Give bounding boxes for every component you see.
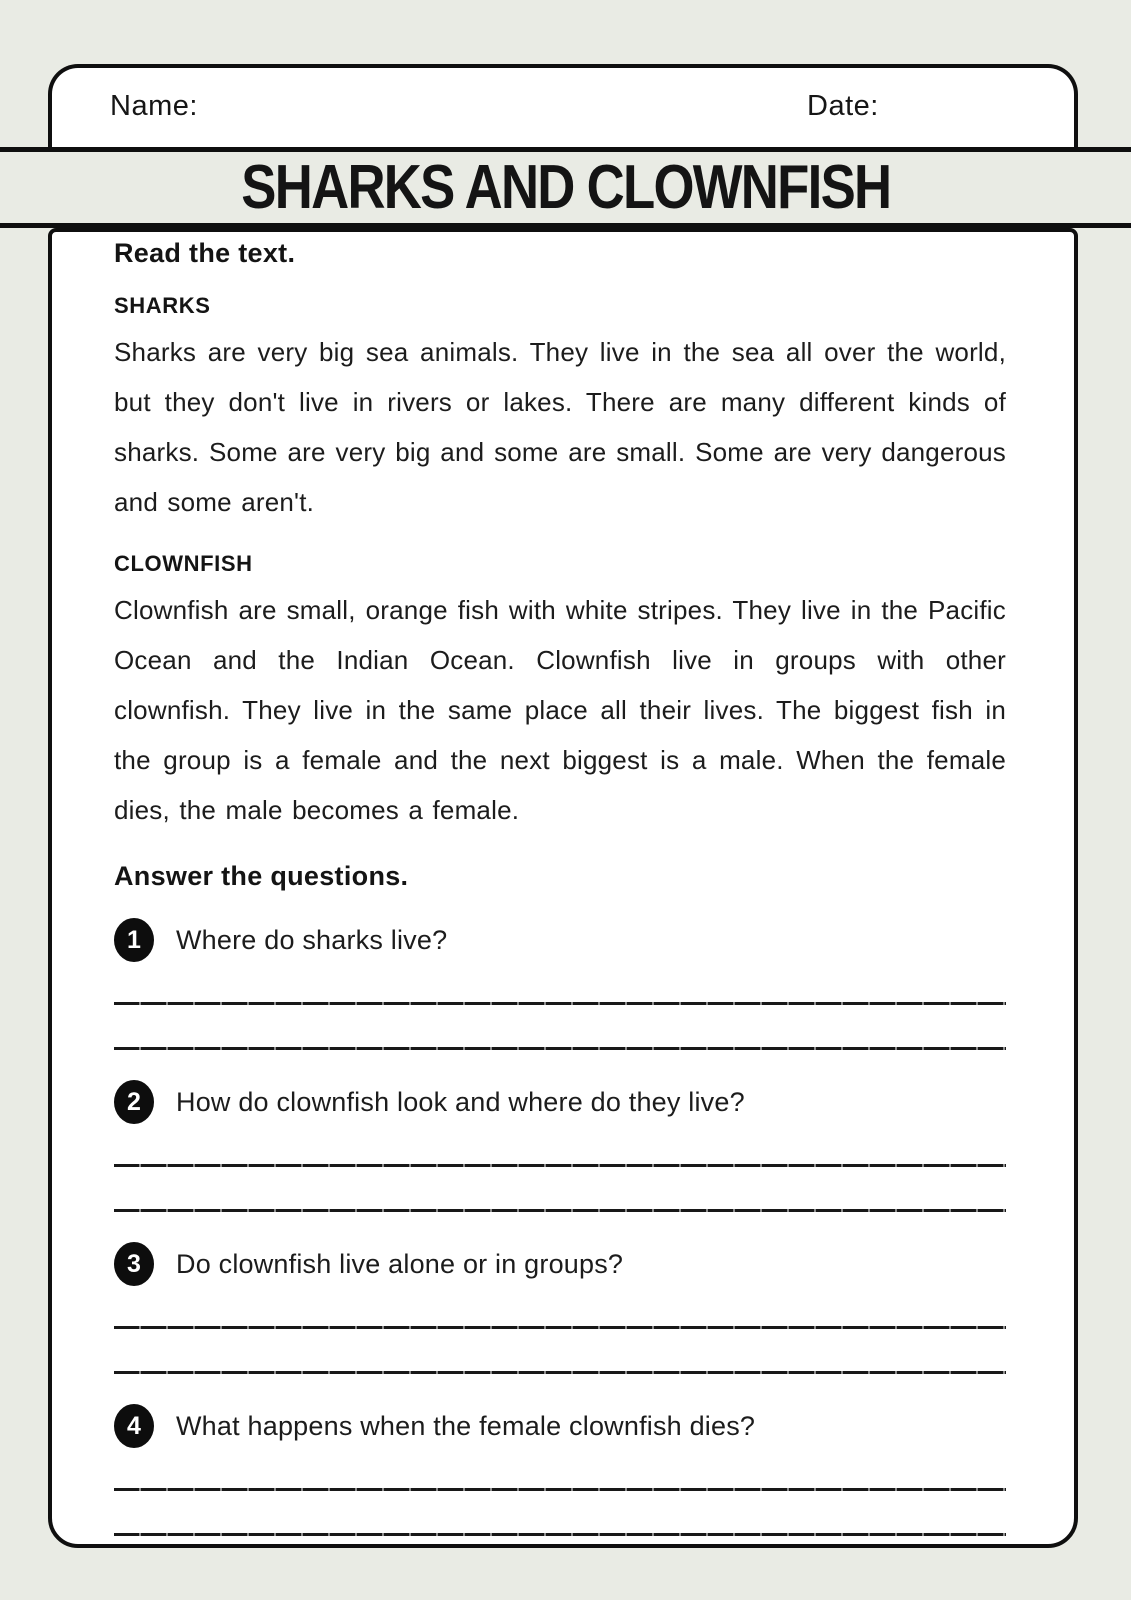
question-row bbox=[114, 918, 1006, 962]
question-number-badge: 1 bbox=[114, 918, 154, 962]
worksheet-body bbox=[48, 228, 1078, 1548]
question-text: Do clownfish live alone or in groups? bbox=[176, 1248, 624, 1279]
question-block bbox=[114, 918, 1006, 1050]
question-text: How do clownfish look and where do they live? bbox=[176, 1086, 745, 1117]
question-row bbox=[114, 1404, 1006, 1448]
answer-line[interactable] bbox=[114, 1047, 1006, 1050]
passage-text: Sharks are very big sea animals. They live in the sea all over the world, but they don't live in rivers or lakes. There are many different kinds of sharks. Some are very big and some are small. Some are very dangerous and some aren't. bbox=[114, 337, 1006, 517]
question-block bbox=[114, 1404, 1006, 1536]
passage bbox=[114, 293, 1006, 527]
answer-line[interactable] bbox=[114, 1533, 1006, 1536]
passage bbox=[114, 551, 1006, 835]
passage-text: Clownfish are small, orange fish with white stripes. They live in the Pacific Ocean and the Indian Ocean. Clownfish live in groups with other clownfish. They live in the same place all their lives. The biggest fish in the group is a female and the next biggest is a male. When the female dies, the male becomes a female. bbox=[114, 595, 1006, 825]
name-label: Name: bbox=[110, 90, 198, 122]
question-number-badge: 2 bbox=[114, 1080, 154, 1124]
question-row bbox=[114, 1080, 1006, 1124]
question-text: What happens when the female clownfish dies? bbox=[176, 1410, 756, 1441]
answer-line[interactable] bbox=[114, 1371, 1006, 1374]
worksheet-title: SHARKS AND CLOWNFISH bbox=[240, 153, 891, 222]
question-block bbox=[114, 1080, 1006, 1212]
passage-heading: SHARKS bbox=[114, 293, 211, 318]
answer-line[interactable] bbox=[114, 1164, 1006, 1167]
passages-section bbox=[114, 293, 1006, 835]
answer-line[interactable] bbox=[114, 1488, 1006, 1491]
passage-heading: CLOWNFISH bbox=[114, 551, 253, 576]
name-input-area[interactable] bbox=[217, 80, 757, 132]
questions-section bbox=[114, 918, 1006, 1536]
answer-line[interactable] bbox=[114, 1002, 1006, 1005]
date-input-area[interactable] bbox=[897, 80, 1057, 132]
question-row bbox=[114, 1242, 1006, 1286]
read-instruction: Read the text. bbox=[114, 238, 296, 268]
date-label: Date: bbox=[807, 90, 879, 122]
answer-instruction: Answer the questions. bbox=[114, 861, 409, 891]
question-text: Where do sharks live? bbox=[176, 924, 448, 955]
title-band bbox=[0, 147, 1131, 228]
question-block bbox=[114, 1242, 1006, 1374]
answer-line[interactable] bbox=[114, 1209, 1006, 1212]
question-number-badge: 4 bbox=[114, 1404, 154, 1448]
question-number-badge: 3 bbox=[114, 1242, 154, 1286]
answer-line[interactable] bbox=[114, 1326, 1006, 1329]
